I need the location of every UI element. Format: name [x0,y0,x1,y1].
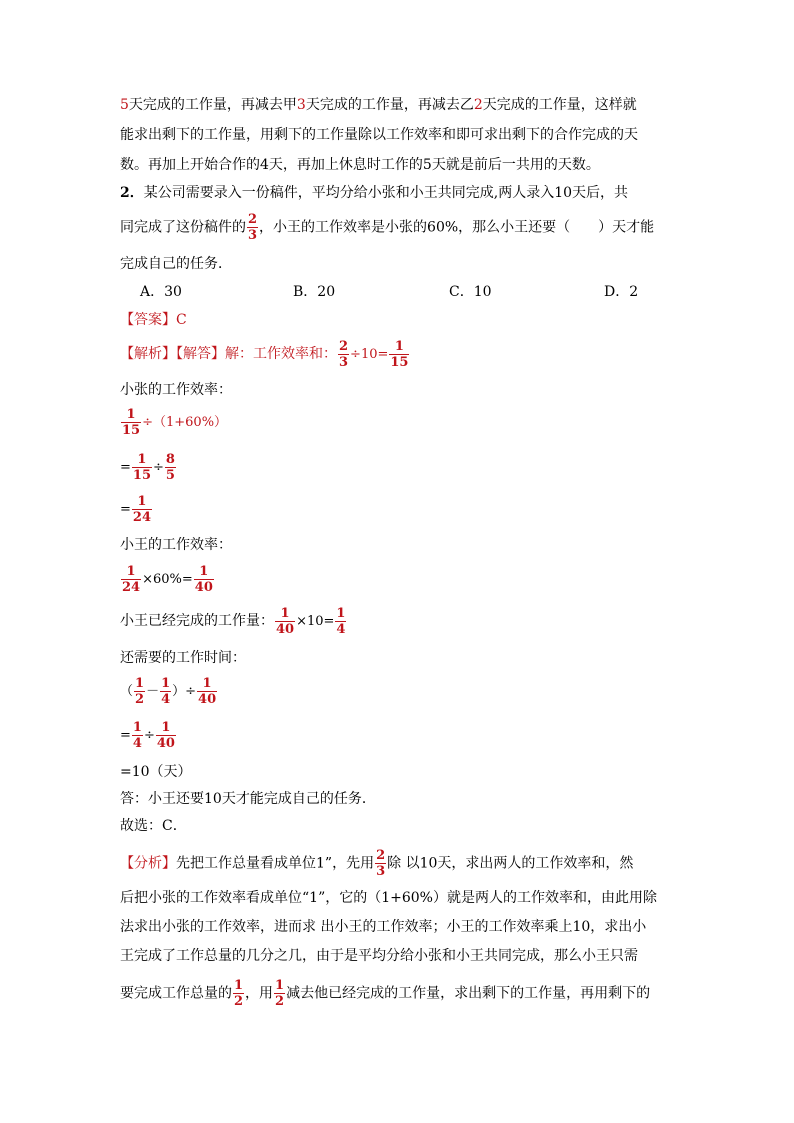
fraction-1-15: $\frac{1}{15}$ [390,338,409,370]
wang-done-line: 小王已经完成的工作量： $\frac{1}{40}$ ×10= $\frac{1}{4}$ [120,605,346,637]
fraction-two-thirds: $\frac{2}{3}$ [248,212,258,243]
analysis-line-3: 法求出小张的工作效率，进而求 出小王的工作效率；小王的工作效率乘上10，求出小 [120,919,647,935]
reply-line: 答：小王还要10天才能完成自己的任务． [120,791,376,807]
zhang-expr-3: = $\frac{1}{24}$ [120,493,151,525]
analysis-line-4: 王完成了工作总量的几分之几，由于是平均分给小张和小王共同完成，那么小王只需 [120,948,638,964]
prev-tail-line-3: 数。再加上开始合作的4天，再加上休息时工作的5天就是前后一共用的天数。 [120,157,600,173]
option-b: B．20 [293,284,336,300]
question-line-1: 2．某公司需要录入一份稿件，平均分给小张和小王共同完成,两人录入10天后，共 [120,185,629,201]
analysis-line-5: 要完成工作总量的 $\frac{1}{2}$ ，用 $\frac{1}{2}$ 减去他已经完成的工作量，求出剩下的工作量，再用剩下的 [120,978,651,1009]
choice-line: 故选：C． [120,818,187,834]
question-line-3: 完成自己的任务． [120,256,232,272]
remain-expr-2: = $\frac{1}{4}$ ÷ $\frac{1}{40}$ [120,719,175,751]
prev-tail-line-1: 5天完成的工作量，再减去甲3天完成的工作量，再减去乙2天完成的工作量，这样就 [120,97,637,113]
result-line: =10（天） [120,764,192,780]
option-d: D．2 [604,284,639,300]
analysis-line-1: 【分析】先把工作总量看成单位1”，先用 $\frac{2}{3}$ 除 以10天，求出两人的工作效率和，然 [120,848,634,879]
fraction-2-3: $\frac{2}{3}$ [339,338,349,370]
wang-expr: $\frac{1}{24}$ ×60%= $\frac{1}{40}$ [122,563,213,595]
option-c: C．10 [449,284,492,300]
analysis-line-2: 后把小张的工作效率看成单位“1”，它的（1+60%）就是两人的工作效率和，由此用除 [120,890,657,906]
question-number: 2． [120,185,144,201]
zhang-efficiency-title: 小张的工作效率： [120,382,232,398]
answer-line: 【答案】C [120,312,187,328]
solution-line-1: 【解析】【解答】解：工作效率和： $\frac{2}{3}$ ÷10= $\frac{1}{15}$ [120,338,409,370]
prev-tail-line-2: 能求出剩下的工作量，用剩下的工作量除以工作效率和即可求出剩下的合作完成的天 [120,127,638,143]
option-a: A．30 [140,284,182,300]
question-line-2: 同完成了这份稿件的 $\frac{2}{3}$ ，小王的工作效率是小张的60%，那么小王还要（ ）天才能 [120,212,655,243]
remain-time-title: 还需要的工作时间： [120,650,246,666]
remain-expr-1: （ $\frac{1}{2}$ － $\frac{1}{4}$ ）÷ $\frac{1}{40}$ [120,675,217,707]
zhang-expr-2: = $\frac{1}{15}$ ÷ $\frac{8}{5}$ [120,451,175,483]
wang-efficiency-title: 小王的工作效率： [120,537,232,553]
zhang-expr-1: $\frac{1}{15}$ ÷（1+60%） [122,406,228,438]
